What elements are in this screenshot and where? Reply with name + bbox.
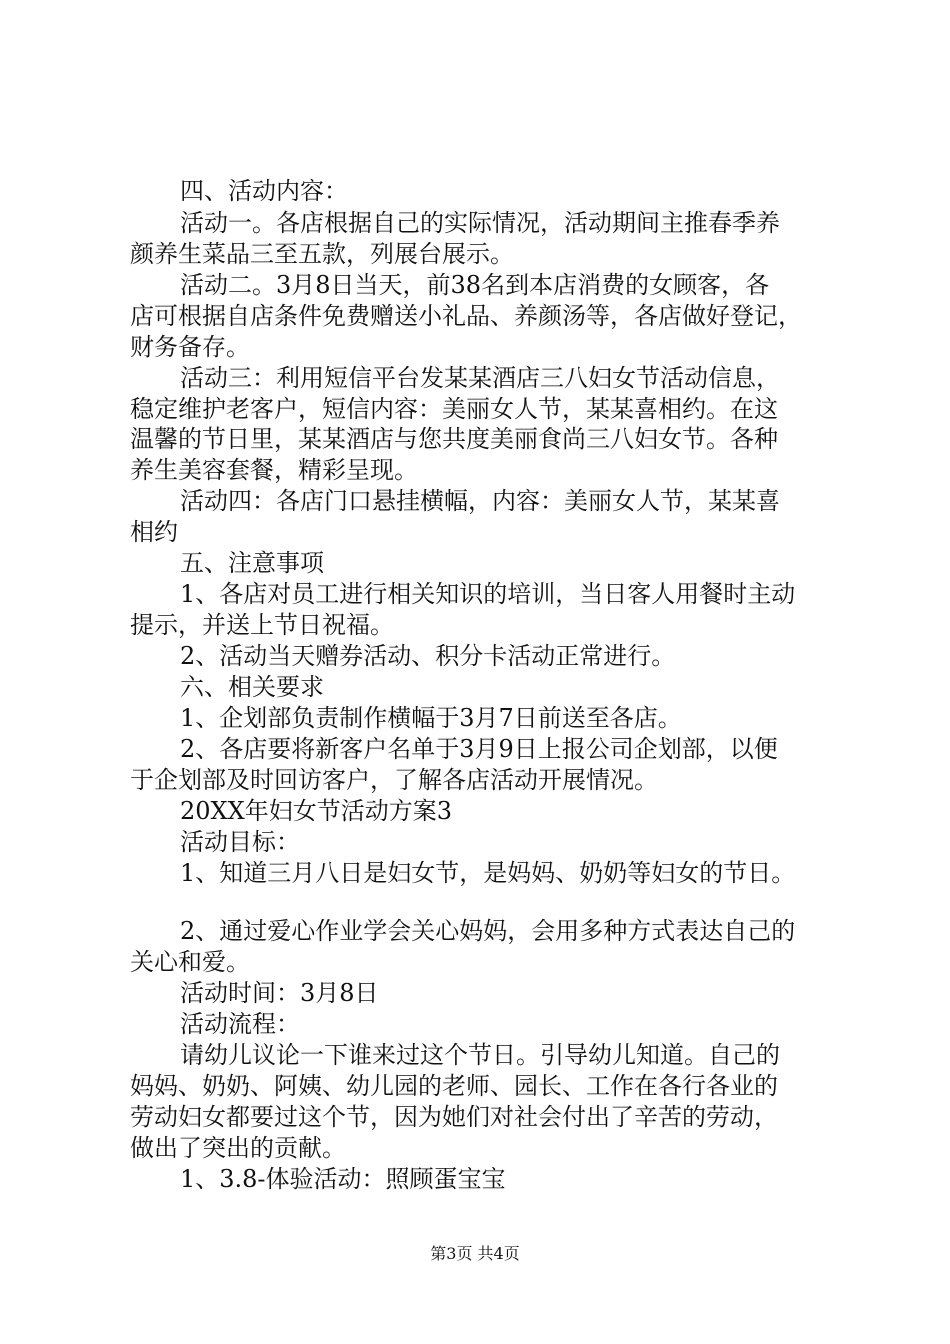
paragraph-line: 请幼儿议论一下谁来过这个节日。引导幼儿知道。自己的 [180,1041,780,1069]
paragraph-line: 1、企划部负责制作横幅于3月7日前送至各店。 [180,704,682,732]
section-heading: 活动流程： [180,1010,300,1038]
page-footer: 第3页 共4页 [430,1244,520,1263]
paragraph-line: 温馨的节日里，某某酒店与您共度美丽食尚三八妇女节。各种 [130,425,778,453]
paragraph-line: 颜养生菜品三至五款，列展台展示。 [130,240,514,268]
paragraph-line: 做出了突出的贡献。 [130,1134,346,1162]
paragraph-line: 1、3.8-体验活动：照顾蛋宝宝 [180,1165,506,1193]
paragraph-line: 活动一。各店根据自己的实际情况，活动期间主推春季养 [180,209,780,237]
section-heading: 活动目标： [180,828,300,856]
paragraph-line: 相约 [130,518,178,546]
section-heading: 五、注意事项 [180,549,324,577]
paragraph-line: 活动时间：3月8日 [180,979,379,1007]
section-heading: 四、活动内容： [180,177,348,205]
paragraph-line: 店可根据自店条件免费赠送小礼品、养颜汤等，各店做好登记， [130,302,802,330]
paragraph-line: 活动二。3月8日当天，前38名到本店消费的女顾客，各 [180,271,770,299]
paragraph-line: 关心和爱。 [130,948,250,976]
paragraph-line: 1、知道三月八日是妇女节，是妈妈、奶奶等妇女的节日。 [180,859,796,887]
paragraph-line: 养生美容套餐，精彩呈现。 [130,456,418,484]
paragraph-line: 2、活动当天赠券活动、积分卡活动正常进行。 [180,642,676,670]
paragraph-line: 稳定维护老客户，短信内容：美丽女人节，某某喜相约。在这 [130,395,778,423]
paragraph-line: 妈妈、奶奶、阿姨、幼儿园的老师、园长、工作在各行各业的 [130,1072,778,1100]
paragraph-line: 2、通过爱心作业学会关心妈妈，会用多种方式表达自己的 [180,917,796,945]
paragraph-line: 劳动妇女都要过这个节，因为她们对社会付出了辛苦的劳动， [130,1103,778,1131]
paragraph-line: 活动四：各店门口悬挂横幅，内容：美丽女人节，某某喜 [180,487,780,515]
plan-title: 20XX年妇女节活动方案3 [180,797,452,825]
paragraph-line: 1、各店对员工进行相关知识的培训，当日客人用餐时主动 [180,580,796,608]
section-heading: 六、相关要求 [180,673,324,701]
paragraph-line: 2、各店要将新客户名单于3月9日上报公司企划部，以便 [180,735,778,763]
paragraph-line: 财务备存。 [130,333,250,361]
paragraph-line: 提示，并送上节日祝福。 [130,611,394,639]
paragraph-line: 活动三：利用短信平台发某某酒店三八妇女节活动信息， [180,364,780,392]
paragraph-line: 于企划部及时回访客户，了解各店活动开展情况。 [130,766,658,794]
